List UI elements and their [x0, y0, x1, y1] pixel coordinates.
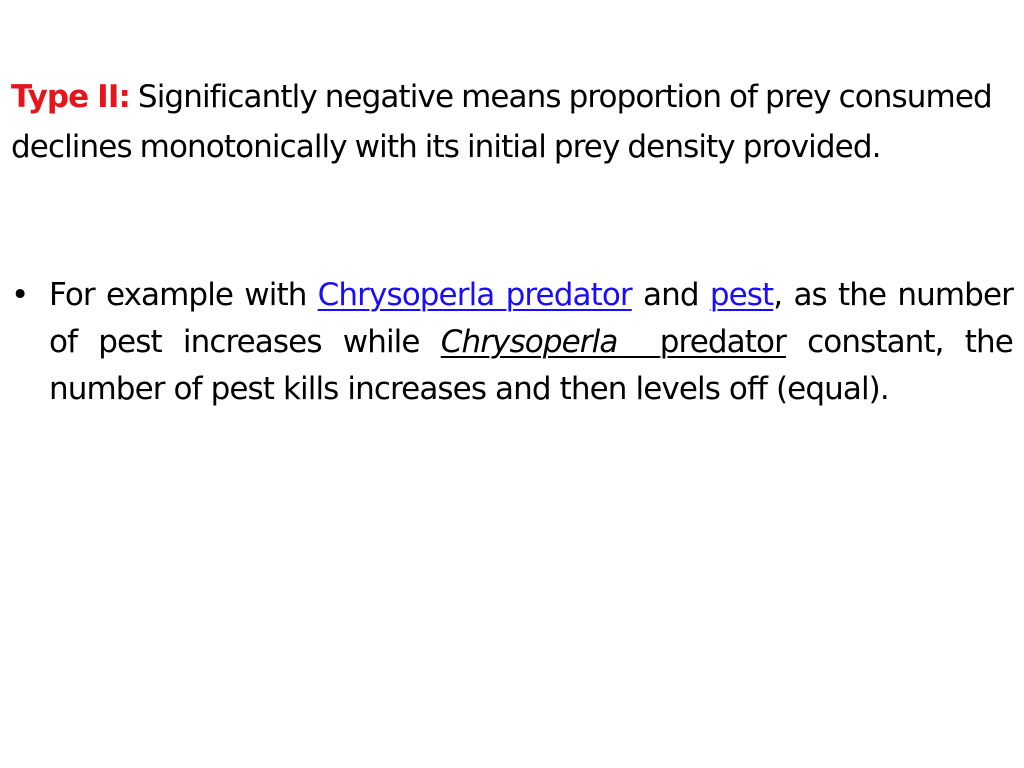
bullet-list [11, 272, 1013, 413]
chrysoperla-predator-link[interactable]: Chrysoperla predator [317, 277, 632, 313]
bullet-text-intro: For example with [49, 277, 307, 313]
type-ii-paragraph [11, 72, 1001, 172]
bullet-text-and: and [642, 277, 699, 313]
bullet-marker: • [11, 277, 29, 313]
bullet-text-end: constant, the number of pest kills increases and then levels off (equal). [49, 324, 1013, 407]
pest-link[interactable]: pest [709, 277, 774, 313]
type-ii-description: Significantly negative means proportion of prey consumed declines monotonically with its initial prey density provided. [11, 79, 992, 165]
bullet-text-middle: , as the number of pest increases while [49, 277, 1013, 360]
type-ii-label: Type II: [11, 79, 130, 115]
chrysoperla-genus: Chrysoperla [440, 324, 618, 360]
predator-word: predator [659, 324, 786, 360]
list-item [11, 272, 1013, 413]
chrysoperla-predator-underlined [441, 324, 786, 360]
